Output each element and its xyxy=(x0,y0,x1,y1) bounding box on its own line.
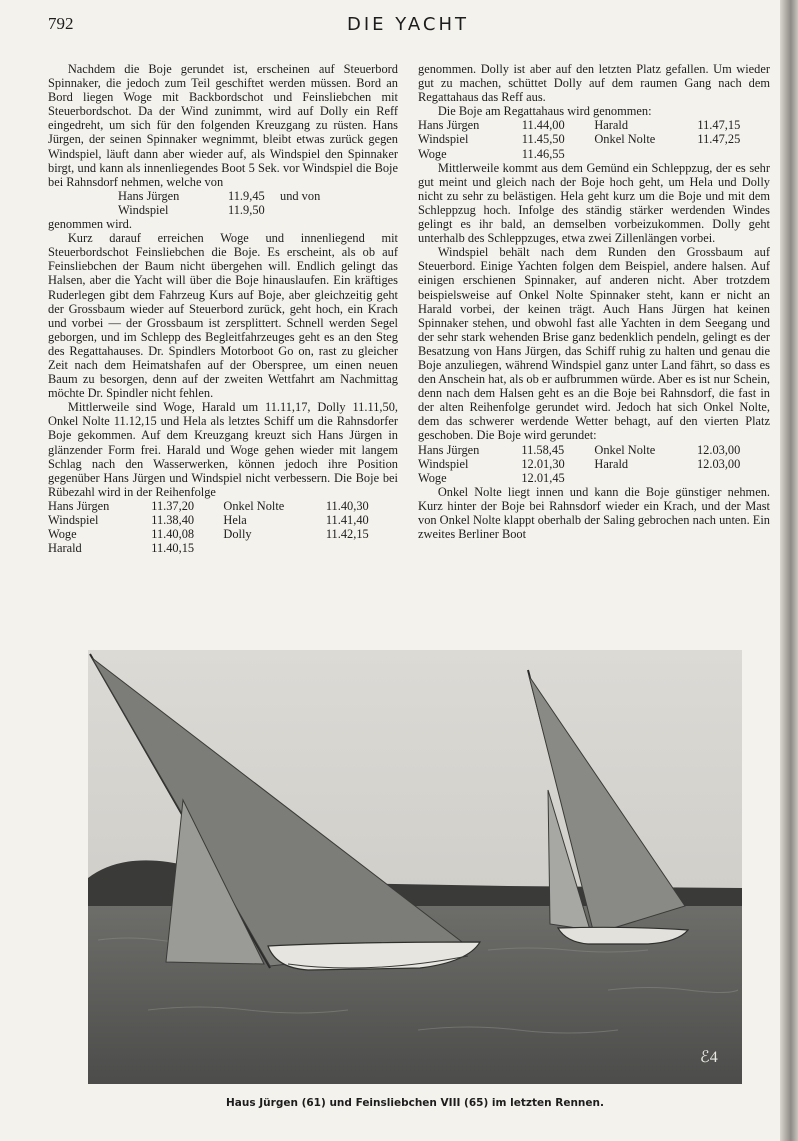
yacht-time: 11.9,50 xyxy=(228,202,265,217)
photo-monogram: ℰ4 xyxy=(700,1049,718,1066)
running-title: DIE YACHT xyxy=(347,14,469,35)
yacht-name xyxy=(594,471,697,485)
yacht-time xyxy=(697,147,770,161)
yacht-name: Woge xyxy=(418,146,447,161)
yacht-time: 11.42,15 xyxy=(325,527,369,542)
sailing-photo xyxy=(88,650,742,1084)
yacht-time: 12.03,00 xyxy=(696,442,741,457)
yacht-name: Hans Jürgen xyxy=(418,118,480,133)
yacht-name: Woge xyxy=(48,527,77,542)
table-row xyxy=(48,513,398,527)
table-row xyxy=(48,541,398,555)
rahnsdorf-times-table xyxy=(418,443,770,485)
yacht-name: Windspiel xyxy=(48,513,99,527)
regattahaus-times-table xyxy=(418,118,770,160)
table-row xyxy=(418,443,770,457)
page-edge-shadow xyxy=(780,0,798,1141)
table-row xyxy=(48,499,398,513)
left-column xyxy=(48,62,398,555)
paragraph: genommen wird. xyxy=(48,217,132,232)
page-number: 792 xyxy=(48,14,74,33)
yacht-time: 11.46,55 xyxy=(521,146,565,161)
yacht-name xyxy=(594,147,697,161)
page-header xyxy=(48,14,768,38)
yacht-time: 11.41,40 xyxy=(325,513,369,527)
yacht-time: 11.40,08 xyxy=(151,527,195,542)
yacht-name: Woge xyxy=(418,470,447,485)
yacht-time: 11.44,00 xyxy=(521,118,565,133)
table-row xyxy=(418,132,770,146)
yacht-time: 11.47,15 xyxy=(697,118,741,133)
inline-times xyxy=(118,189,398,217)
yacht-name: Hela xyxy=(223,513,247,527)
yacht-name: Harald xyxy=(48,541,82,556)
yacht-name xyxy=(223,541,325,555)
yacht-name: Hans Jürgen xyxy=(48,498,110,513)
yacht-name: Windspiel xyxy=(118,202,169,217)
table-row xyxy=(48,527,398,541)
yacht-time: 11.45,50 xyxy=(521,132,565,147)
yacht-name: Harald xyxy=(594,118,629,133)
table-row xyxy=(418,118,770,132)
yacht-name: Onkel Nolte xyxy=(223,498,285,513)
yacht-name: Onkel Nolte xyxy=(594,132,656,147)
yacht-name: Dolly xyxy=(223,527,252,542)
paragraph: Onkel Nolte liegt innen und kann die Boje günstiger nehmen. Kurz hinter der Boje bei Rahnsdorf wieder ein Krach, und der Mast von Onkel Nolte klappt oberhalb der Saling gebrochen nach unten. Ein zweites Berliner Boot xyxy=(418,484,771,542)
paragraph: Mittlerweile sind Woge, Harald um 11.11,17, Dolly 11.11,50, Onkel Nolte 11.12,15 und Hela als letztes Schiff um die Rahnsdorfer Boje gekommen. Auf dem Kreuzgang kreuzt sich Hans Jürgen in glänzender Form frei. Harald und Woge gehen wieder mit langem Schlag nach den Wasserwerken, können jedoch ihre Position gegenüber Hans Jürgen und Windspiel nicht verbessern. Die Boje bei Rübezahl wird in der Reihenfolge xyxy=(48,400,398,499)
yacht-time: 11.40,30 xyxy=(325,498,369,513)
yacht-time: 12.01,30 xyxy=(521,456,565,471)
paragraph: Nachdem die Boje gerundet ist, erscheinen auf Steuerbord Spinnaker, die jedoch zum Teil geschiftet werden müssen. Bord an Bord liegen Woge mit Backbordschot und Feinsliebchen mit Steuerbordschot. Da der Wind zunimmt, wird auf Dolly ein Reff eingedreht, um sich für den folgenden Kreuzgang zu rüsten. Hans Jürgen, der seinen Spinnaker wegnimmt, bleibt etwas zurück gegen Windspiel, läuft dann aber wieder auf, als Windspiel den Spinnaker birgt, und kann als innenliegendes Boot 5 Sek. vor Windspiel die Boje bei Rahnsdorf nehmen, welche von xyxy=(48,62,398,189)
table-row xyxy=(418,147,770,161)
yacht-time: 11.58,45 xyxy=(521,442,565,457)
yacht-time: 11.38,40 xyxy=(151,513,195,527)
yacht-name: Windspiel xyxy=(418,132,469,147)
yacht-name: Windspiel xyxy=(418,456,469,471)
yacht-name: Hans Jürgen xyxy=(118,188,180,203)
paragraph: Mittlerweile kommt aus dem Gemünd ein Schleppzug, der es sehr gut meint und gleich nach der Boje hoch geht, um Hela und Dolly nicht zu sehr zu belästigen. Hela geht kurz um die Boje und mit dem Schleppzug hoch. Infolge des ständig stärker werdenden Windes gelingt es ihr bald, an demselben vorbeizukommen. Dolly geht unterhalb des Schleppzuges, etwa zwei Zillenlängen vorbei. xyxy=(418,160,770,246)
table-row xyxy=(418,457,770,471)
yacht-time: 12.03,00 xyxy=(696,456,741,471)
inline-suffix: und von xyxy=(280,188,321,203)
yacht-time: 12.01,45 xyxy=(521,470,565,485)
yacht-time xyxy=(326,541,398,555)
photo-caption: Haus Jürgen (61) und Feinsliebchen VIII (65) im letzten Rennen. xyxy=(226,1097,604,1109)
yacht-name: Onkel Nolte xyxy=(594,442,656,457)
rubezahl-times-table xyxy=(48,499,398,555)
table-row xyxy=(418,471,770,485)
paragraph: genommen. Dolly ist aber auf den letzten Platz gefallen. Um wieder gut zu machen, schüttet Dolly auf dem raumen Gang nach dem Regattahaus das Reff aus. xyxy=(418,62,770,105)
paragraph: Kurz darauf erreichen Woge und innenliegend mit Steuerbordschot Feinsliebchen die Boje. Es erscheint, als ob auf Feinsliebchen der Baum nicht übergehen will. Endlich gelingt das Halsen, aber die Yacht will über die Boje hinauslaufen. Ein kräftiges Ruderlegen gibt dem Fahrzeug Kurs auf Boje, aber gleichzeitig geht der Grossbaum wieder auf Steuerbord zurück, geht hoch, ein Krach und vorbei — der Grossbaum ist zersplittert. Schnell werden Segel geborgen, und im Schlepp des Begleitfahrzeuges geht es an den Steg des Regattahauses. Dr. Spindlers Motorboot Go on, rast zu gleicher Zeit nach dem Heimatshafen auf der Oberspree, um einen neuen Baum zu besorgen, denn auf der zweiten Wettfahrt am Nachmittag möchte Dr. Spindler nicht fehlen. xyxy=(48,231,398,401)
yacht-time: 11.47,25 xyxy=(697,132,741,147)
yacht-time: 11.40,15 xyxy=(151,541,195,556)
yacht-time: 11.37,20 xyxy=(151,498,195,513)
paragraph: Die Boje am Regattahaus wird genommen: xyxy=(437,104,652,119)
yacht-name: Hans Jürgen xyxy=(418,442,480,457)
sailing-photo-svg xyxy=(88,650,742,1084)
yacht-name: Harald xyxy=(594,456,629,471)
yacht-time: 11.9,45 xyxy=(228,188,265,203)
paragraph: Windspiel behält nach dem Runden den Grossbaum auf Steuerbord. Einige Yachten folgen dem Beispiel, andere halsen. Auf einigen erschienen Spinnaker, auf anderen nicht. Aber trotzdem beispielsweise auf Onkel Nolte Spinnaker steht, kann er nicht an Harald vorbei, der keinen trägt. Auch Hans Jürgen hat keinen Spinnaker stehen, und obwohl fast alle Yachten in dem Seegang und der sehr stark wehenden Brise ganz bedenklich pendeln, gelingt es der Besatzung von Hans Jürgen, das Schiff ruhig zu halten und genau die Boje anzuliegen, während Windspiel ganz unter Land fährt, so dass es den Anschein hat, als ob er aufbrummen würde. Aber es ist nur Schein, denn nach dem Halsen geht es an die Boje bei Rahnsdorf, die fast in der alten Reihenfolge gerundet wird. Jedoch hat sich Onkel Nolte, dem das schwerer werdende Wetter behagt, auf den vierten Platz geschoben. Die Boje wird gerundet: xyxy=(418,245,771,443)
yacht-time xyxy=(697,471,770,485)
inline-time-row xyxy=(118,189,398,203)
inline-time-row xyxy=(118,203,398,217)
right-column xyxy=(418,62,770,541)
